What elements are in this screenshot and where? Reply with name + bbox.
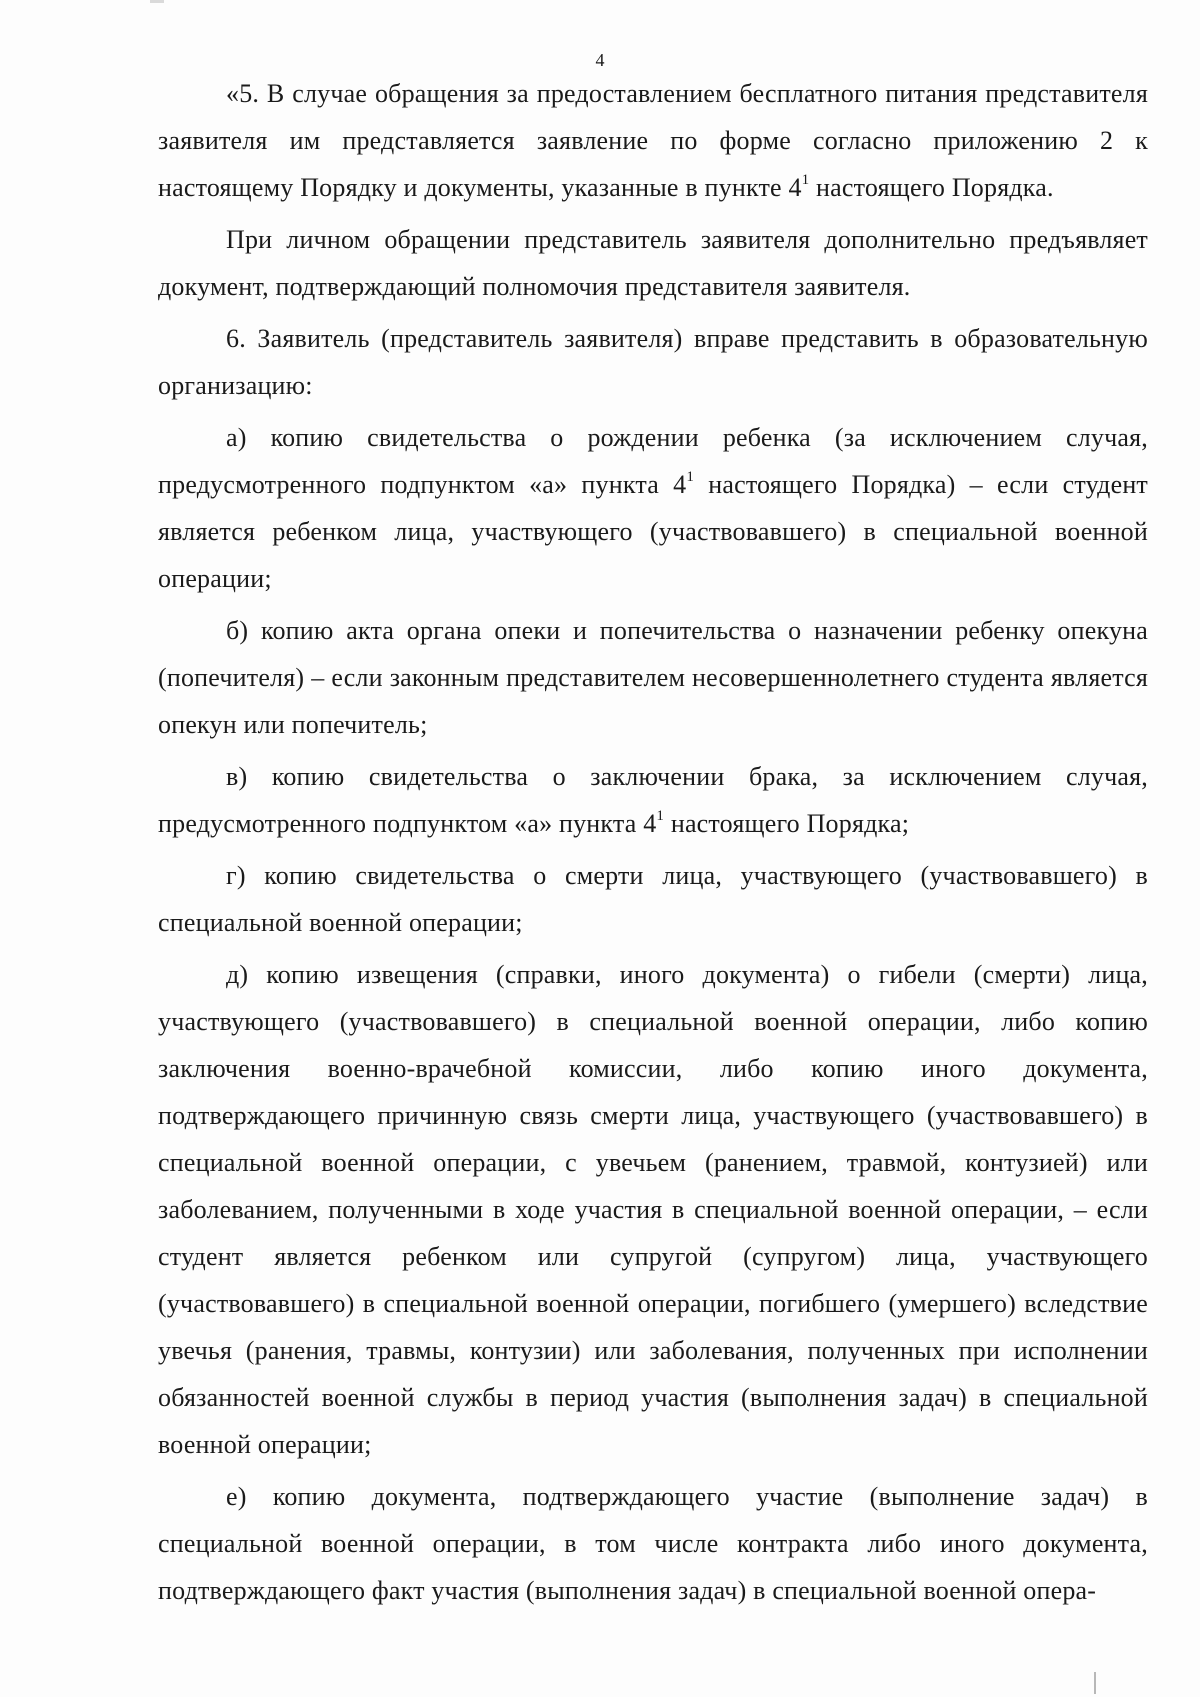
paragraph-p5b bbox=[158, 216, 1148, 310]
superscript: 1 bbox=[656, 808, 665, 824]
paragraph-text: а) копию свидетельства о рождении ребенка (за исключением случая, предусмотренного подпунктом «а» пункта 4 bbox=[158, 423, 1148, 499]
paragraph-text: д) копию извещения (справки, иного документа) о гибели (смерти) лица, участвующего (участвовавшего) в специальной военной операции, либо копию заключения военно-врачебной комиссии, либо копию иного документа, подтверждающего причинную связь смерти лица, участвующего (участвовавшего) в специальной военной операции, с увечьем (ранением, травмой, контузией) или заболеванием, полученными в ходе участия в специальной военной операции, – если студент является ребенком или супругой (супругом) лица, участвующего (участвовавшего) в специальной военной операции, погибшего (умершего) вследствие увечья (ранения, травмы, контузии) или заболевания, полученных при исполнении обязанностей военной службы в период участия (выполнения задач) в специальной военной операции; bbox=[158, 960, 1148, 1459]
scan-mark bbox=[150, 0, 164, 3]
document-body bbox=[158, 70, 1148, 1614]
paragraph-pd bbox=[158, 951, 1148, 1468]
paragraph-text: е) копию документа, подтверждающего участие (выполнение задач) в специальной военной операции, в том числе контракта либо иного документа, подтверждающего факт участия (выполнения задач) в специальной военной опера- bbox=[158, 1482, 1148, 1605]
scan-mark bbox=[1094, 1672, 1096, 1694]
paragraph-text: 6. Заявитель (представитель заявителя) вправе представить в образовательную организацию: bbox=[158, 324, 1148, 400]
paragraph-text: При личном обращении представитель заявителя дополнительно предъявляет документ, подтверждающий полномочия представителя заявителя. bbox=[158, 225, 1148, 301]
paragraph-pg bbox=[158, 852, 1148, 946]
paragraph-text: «5. В случае обращения за предоставлением бесплатного питания представителя заявителя им представляется заявление по форме согласно приложению 2 к настоящему Порядку и документы, указанные в пункте 4 bbox=[158, 79, 1148, 202]
paragraph-text: настоящего Порядка; bbox=[664, 809, 910, 838]
page-number: 4 bbox=[595, 50, 605, 70]
paragraph-text: в) копию свидетельства о заключении брака, за исключением случая, предусмотренного подпунктом «а» пункта 4 bbox=[158, 762, 1148, 838]
paragraph-text: б) копию акта органа опеки и попечительства о назначении ребенку опекуна (попечителя) – если законным представителем несовершеннолетнего студента является опекун или попечитель; bbox=[158, 616, 1148, 739]
paragraph-pv bbox=[158, 753, 1148, 847]
paragraph-p5 bbox=[158, 70, 1148, 211]
superscript: 1 bbox=[686, 469, 695, 485]
superscript: 1 bbox=[801, 172, 810, 188]
paragraph-text: настоящего Порядка. bbox=[809, 173, 1054, 202]
paragraph-p6 bbox=[158, 315, 1148, 409]
paragraph-pa bbox=[158, 414, 1148, 602]
paragraph-pe bbox=[158, 1473, 1148, 1614]
paragraph-text: г) копию свидетельства о смерти лица, участвующего (участвовавшего) в специальной военной операции; bbox=[158, 861, 1148, 937]
paragraph-pb bbox=[158, 607, 1148, 748]
paragraph-text: настоящего Порядка) – если студент является ребенком лица, участвующего (участвовавшего) в специальной военной операции; bbox=[158, 470, 1148, 593]
